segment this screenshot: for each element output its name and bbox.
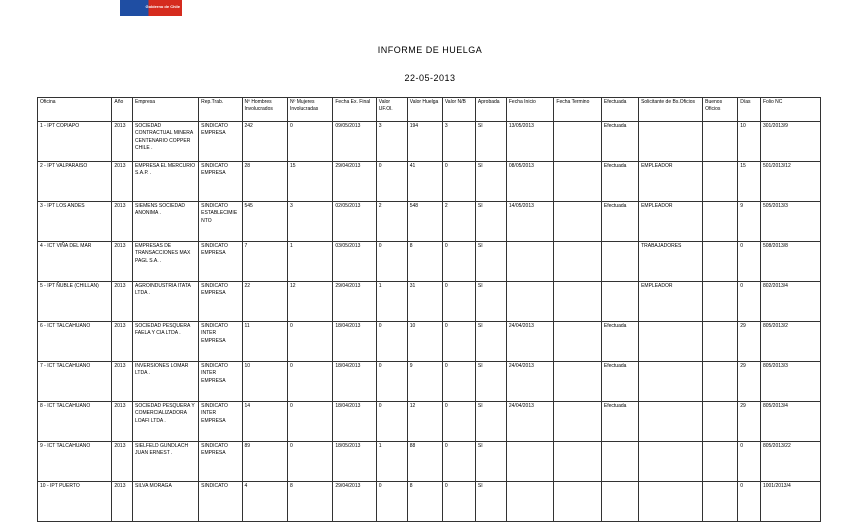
table-cell: 29 <box>738 362 761 402</box>
column-header: Fecha Inicio <box>506 98 554 122</box>
column-header: Valor N/B <box>442 98 475 122</box>
column-header: Nº Hombres Involucrados <box>242 98 287 122</box>
column-header: Solicitante de Bs.Oficios <box>639 98 703 122</box>
table-cell: 18/04/2013 <box>333 362 376 402</box>
table-cell: 508/2013/8 <box>760 242 820 282</box>
table-cell <box>601 482 638 522</box>
table-cell: 0 <box>376 322 407 362</box>
table-cell: 24/04/2013 <box>506 362 554 402</box>
table-cell: 802/2013/4 <box>760 282 820 322</box>
table-cell: 18/05/2013 <box>333 442 376 482</box>
table-cell: TRABAJADORES <box>639 242 703 282</box>
report-title: INFORME DE HUELGA <box>377 45 483 55</box>
strike-report-table <box>37 97 821 522</box>
table-cell: 0 <box>738 282 761 322</box>
table-cell: SI <box>475 282 506 322</box>
table-cell <box>554 402 602 442</box>
table-cell <box>554 322 602 362</box>
table-cell: SI <box>475 162 506 202</box>
table-cell: 12 <box>287 282 332 322</box>
table-cell: 501/2013/12 <box>760 162 820 202</box>
table-cell: EMPLEADOR <box>639 282 703 322</box>
column-header: Folio NC <box>760 98 820 122</box>
table-cell: 89 <box>242 442 287 482</box>
table-cell <box>703 162 738 202</box>
table-cell <box>639 362 703 402</box>
column-header: Nº Mujeres Involucradas <box>287 98 332 122</box>
table-cell: 0 <box>287 122 332 162</box>
table-cell: 2013 <box>112 442 133 482</box>
table-cell: Efectuada <box>601 202 638 242</box>
table-row <box>38 282 821 322</box>
table-cell: 2013 <box>112 482 133 522</box>
table-cell <box>506 442 554 482</box>
table-cell: EMPLEADOR <box>639 202 703 242</box>
table-cell: 242 <box>242 122 287 162</box>
table-cell: SI <box>475 482 506 522</box>
table-cell: 41 <box>407 162 442 202</box>
column-header: Empresa <box>133 98 199 122</box>
table-row <box>38 322 821 362</box>
table-cell <box>601 242 638 282</box>
table-row <box>38 202 821 242</box>
table-cell: 194 <box>407 122 442 162</box>
table-cell: 0 <box>376 362 407 402</box>
table-cell: 0 <box>738 482 761 522</box>
table-cell: 1 <box>287 242 332 282</box>
table-cell: 0 <box>738 242 761 282</box>
table-cell <box>554 442 602 482</box>
table-cell <box>703 442 738 482</box>
table-cell: SINDICATO <box>199 482 242 522</box>
table-cell: 02/05/2013 <box>333 202 376 242</box>
column-header: Fecha Termino <box>554 98 602 122</box>
table-cell: Efectuada <box>601 122 638 162</box>
table-cell: SINDICATO EMPRESA <box>199 242 242 282</box>
table-cell: 3 <box>442 122 475 162</box>
table-cell: 3 <box>287 202 332 242</box>
table-cell: SOCIEDAD CONTRACTUAL MINERA CENTENARIO COPPER CHILE . <box>133 122 199 162</box>
table-cell <box>506 282 554 322</box>
table-cell <box>639 482 703 522</box>
table-cell: Efectuada <box>601 322 638 362</box>
table-cell: Efectuada <box>601 402 638 442</box>
table-header-row <box>38 98 821 122</box>
table-cell: 0 <box>442 442 475 482</box>
table-cell: 6 - ICT TALCAHUANO <box>38 322 112 362</box>
table-cell: 09/05/2013 <box>333 122 376 162</box>
table-cell: 29 <box>738 402 761 442</box>
table-cell: 22 <box>242 282 287 322</box>
table-cell: 805/2013/3 <box>760 362 820 402</box>
table-cell: 31 <box>407 282 442 322</box>
column-header: Rep.Trab. <box>199 98 242 122</box>
table-cell: SOCIEDAD PESQUERA Y COMERCIALIZADORA LOAFI LTDA . <box>133 402 199 442</box>
table-cell <box>554 162 602 202</box>
table-cell: 8 <box>407 482 442 522</box>
table-cell: 24/04/2013 <box>506 322 554 362</box>
table-cell: INVERSIONES LOMAR LTDA . <box>133 362 199 402</box>
table-cell: 0 <box>738 442 761 482</box>
table-cell: 1 <box>376 282 407 322</box>
table-cell: SI <box>475 362 506 402</box>
table-cell: 805/2013/22 <box>760 442 820 482</box>
table-cell: 4 <box>242 482 287 522</box>
table-cell: 10 <box>738 122 761 162</box>
table-cell: EMPRESA EL MERCURIO S.A.P. . <box>133 162 199 202</box>
table-cell: 28 <box>242 162 287 202</box>
table-row <box>38 242 821 282</box>
table-cell <box>554 242 602 282</box>
table-cell: 2013 <box>112 162 133 202</box>
table-cell: SINDICATO INTER EMPRESA <box>199 322 242 362</box>
table-cell: 14/05/2013 <box>506 202 554 242</box>
table-cell: 2013 <box>112 282 133 322</box>
table-cell: 805/2013/4 <box>760 402 820 442</box>
table-cell: 3 <box>376 122 407 162</box>
table-cell: 7 <box>242 242 287 282</box>
column-header: Valor Huelga <box>407 98 442 122</box>
table-cell <box>703 282 738 322</box>
table-row <box>38 442 821 482</box>
table-cell: 0 <box>442 162 475 202</box>
table-cell: 0 <box>287 442 332 482</box>
table-cell <box>703 322 738 362</box>
table-cell: 0 <box>376 242 407 282</box>
table-cell: 2013 <box>112 402 133 442</box>
table-cell <box>601 282 638 322</box>
table-cell: 15 <box>738 162 761 202</box>
table-cell: EMPRESAS DE TRANSACCIONES MAX PAGL S.A. . <box>133 242 199 282</box>
table-cell: 0 <box>287 402 332 442</box>
table-cell <box>703 202 738 242</box>
table-cell: 2013 <box>112 242 133 282</box>
table-cell: 14 <box>242 402 287 442</box>
table-cell: 03/05/2013 <box>333 242 376 282</box>
table-cell: 12 <box>407 402 442 442</box>
table-cell: SINDICATO EMPRESA <box>199 282 242 322</box>
table-cell: 29/04/2013 <box>333 162 376 202</box>
table-cell: 545 <box>242 202 287 242</box>
table-cell: 2 <box>442 202 475 242</box>
table-cell: 9 <box>407 362 442 402</box>
column-header: Efectuada <box>601 98 638 122</box>
table-cell: SI <box>475 202 506 242</box>
table-cell <box>703 362 738 402</box>
table-cell: 9 - ICT TALCAHUANO <box>38 442 112 482</box>
table-cell <box>554 362 602 402</box>
table-cell: 548 <box>407 202 442 242</box>
table-cell <box>554 482 602 522</box>
table-cell <box>639 402 703 442</box>
table-cell: 1 - IPT COPIAPO <box>38 122 112 162</box>
table-cell <box>639 442 703 482</box>
table-cell: 0 <box>442 362 475 402</box>
table-cell: SINDICATO EMPRESA <box>199 122 242 162</box>
table-cell: 29/04/2013 <box>333 482 376 522</box>
table-cell: 2 - IPT VALPARAISO <box>38 162 112 202</box>
table-cell: 0 <box>442 322 475 362</box>
table-cell: 2013 <box>112 362 133 402</box>
table-cell: 2013 <box>112 202 133 242</box>
table-cell: SOCIEDAD PESQUERA FAELA Y CIA LTDA . <box>133 322 199 362</box>
table-cell: 11 <box>242 322 287 362</box>
table-cell: 0 <box>442 402 475 442</box>
report-date: 22-05-2013 <box>404 73 456 83</box>
table-cell: 301/2013/9 <box>760 122 820 162</box>
table-cell: 88 <box>407 442 442 482</box>
table-cell: 0 <box>442 242 475 282</box>
table-cell: 3 - IPT LOS ANDES <box>38 202 112 242</box>
table-cell: SI <box>475 442 506 482</box>
table-cell <box>639 322 703 362</box>
table-cell <box>703 482 738 522</box>
table-cell: 10 <box>242 362 287 402</box>
table-row <box>38 122 821 162</box>
table-cell: Efectuada <box>601 162 638 202</box>
table-cell <box>554 202 602 242</box>
table-cell: 15 <box>287 162 332 202</box>
table-cell: EMPLEADOR <box>639 162 703 202</box>
table-cell: SINDICATO EMPRESA <box>199 162 242 202</box>
table-row <box>38 482 821 522</box>
table-cell: 0 <box>376 482 407 522</box>
table-cell: SI <box>475 242 506 282</box>
table-cell: SILVA MORAGA <box>133 482 199 522</box>
table-cell: 0 <box>442 482 475 522</box>
table-cell: 29/04/2013 <box>333 282 376 322</box>
table-cell: Efectuada <box>601 362 638 402</box>
table-cell: SINDICATO INTER EMPRESA <box>199 362 242 402</box>
table-cell: SINDICATO ESTABLECIMIENTO <box>199 202 242 242</box>
table-cell <box>639 122 703 162</box>
table-cell: SI <box>475 402 506 442</box>
column-header: Fecha Ex. Final <box>333 98 376 122</box>
table-cell: SI <box>475 122 506 162</box>
table-cell: 805/2013/2 <box>760 322 820 362</box>
table-cell: 2 <box>376 202 407 242</box>
table-cell: 505/2013/3 <box>760 202 820 242</box>
table-cell: SIELFELD GUNDLACH JUAN ERNEST . <box>133 442 199 482</box>
table-cell <box>703 242 738 282</box>
column-header: Buenos Oficios <box>703 98 738 122</box>
logo-text: Gobierno de Chile <box>145 4 180 9</box>
table-cell: 0 <box>287 362 332 402</box>
table-cell: 1 <box>376 442 407 482</box>
table-cell: SINDICATO INTER EMPRESA <box>199 402 242 442</box>
table-cell <box>703 402 738 442</box>
table-row <box>38 162 821 202</box>
table-cell: SI <box>475 322 506 362</box>
column-header: Valor UF.Ol. <box>376 98 407 122</box>
table-cell: 8 <box>287 482 332 522</box>
table-cell: 10 <box>407 322 442 362</box>
table-cell: 1001/2013/4 <box>760 482 820 522</box>
table-cell: 0 <box>376 162 407 202</box>
table-cell: 2013 <box>112 322 133 362</box>
table-cell: 2013 <box>112 122 133 162</box>
table-cell: 29 <box>738 322 761 362</box>
table-cell: 13/05/2013 <box>506 122 554 162</box>
table-cell: 0 <box>287 322 332 362</box>
table-cell: AGROINDUSTRIA ITATA LTDA . <box>133 282 199 322</box>
column-header: Oficina <box>38 98 112 122</box>
table-cell <box>554 122 602 162</box>
table-cell: 18/04/2013 <box>333 322 376 362</box>
table-cell: 24/04/2013 <box>506 402 554 442</box>
table-cell: 0 <box>442 282 475 322</box>
table-cell: 08/05/2013 <box>506 162 554 202</box>
table-cell: 8 - ICT TALCAHUANO <box>38 402 112 442</box>
table-row <box>38 402 821 442</box>
table-cell <box>506 242 554 282</box>
table-cell <box>703 122 738 162</box>
table-cell: 7 - ICT TALCAHUANO <box>38 362 112 402</box>
column-header: Aprobada <box>475 98 506 122</box>
table-cell: 8 <box>407 242 442 282</box>
column-header: Días <box>738 98 761 122</box>
table-cell <box>601 442 638 482</box>
table-cell: SIEMENS SOCIEDAD ANONIMA . <box>133 202 199 242</box>
table-cell <box>506 482 554 522</box>
table-cell: 9 <box>738 202 761 242</box>
table-cell <box>554 282 602 322</box>
table-row <box>38 362 821 402</box>
table-cell: 10 - IPT PUERTO <box>38 482 112 522</box>
table-cell: SINDICATO EMPRESA <box>199 442 242 482</box>
column-header: Año <box>112 98 133 122</box>
table-cell: 18/04/2013 <box>333 402 376 442</box>
table-cell: 4 - ICT VIÑA DEL MAR <box>38 242 112 282</box>
table-cell: 5 - IPT ÑUBLE (CHILLAN) <box>38 282 112 322</box>
table-cell: 0 <box>376 402 407 442</box>
